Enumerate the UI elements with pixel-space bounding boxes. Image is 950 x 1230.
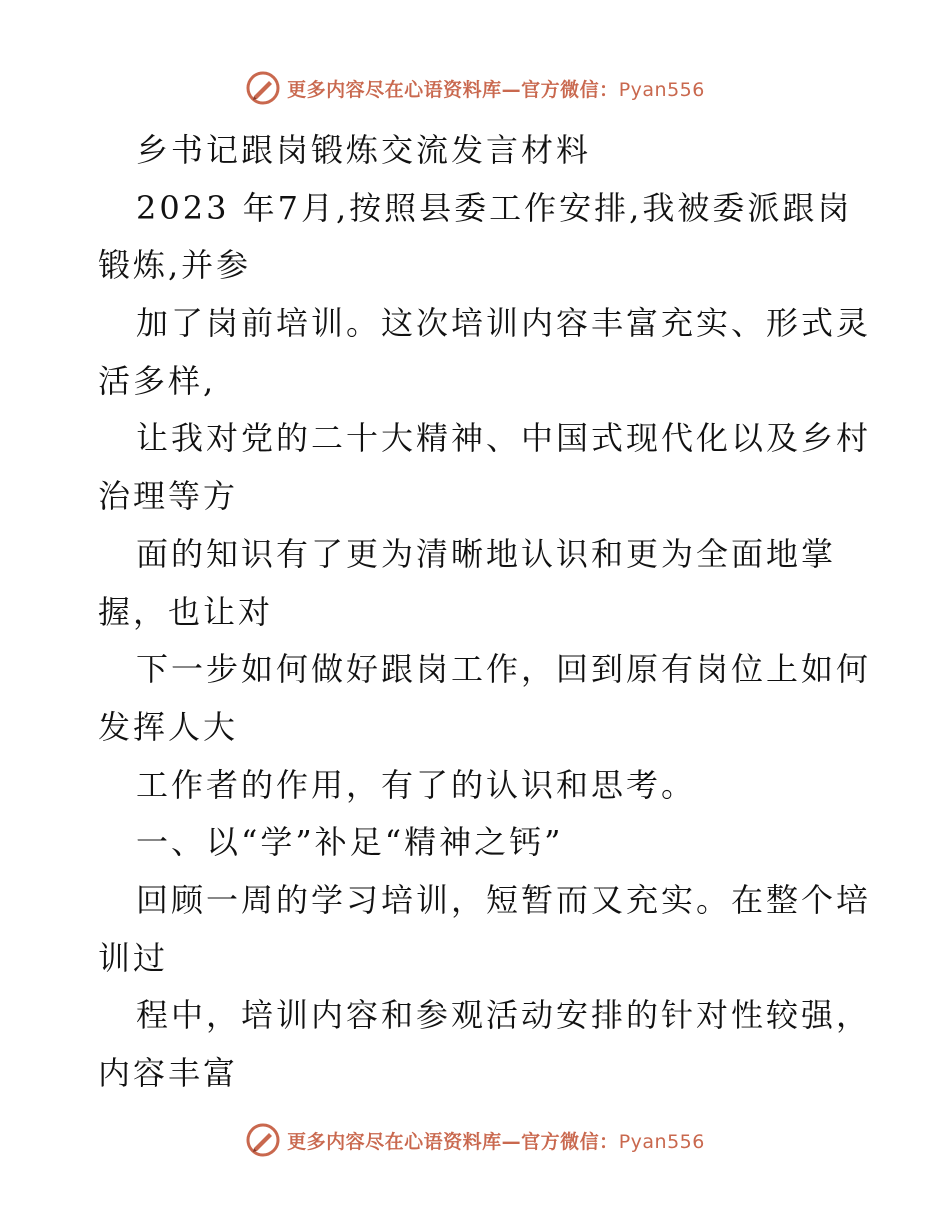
watermark-wechat-label: 官方微信： (521, 78, 619, 101)
watermark-text (287, 1127, 705, 1154)
paragraph-line: 工作者的作用，有了的认识和思考。 (136, 765, 697, 804)
paragraph-line: 2023 年7月,按照县委工作安排,我被委派跟岗 (136, 188, 853, 227)
pen-logo-icon (245, 1122, 281, 1158)
watermark-wechat-label: 官方微信： (521, 1130, 619, 1153)
paragraph-line: 发挥人大 (98, 707, 239, 746)
section-heading: 一、以“学”补足“精神之钙” (136, 823, 564, 862)
paragraph-line: 握，也让对 (98, 592, 274, 631)
watermark-wechat-id: Pyan556 (618, 1130, 705, 1153)
paragraph-line: 回顾一周的学习培训，短暂而又充实。在整个培 (136, 880, 872, 919)
watermark-wechat-id: Pyan556 (618, 78, 705, 101)
paragraph-line: 内容丰富 (98, 1054, 239, 1092)
paragraph-line: 程中，培训内容和参观活动安排的针对性较强， (136, 996, 872, 1035)
header-watermark (0, 70, 950, 106)
paragraph-line: 下一步如何做好跟岗工作，回到原有岗位上如何 (136, 650, 872, 689)
paragraph-line: 锻炼,并参 (98, 246, 252, 285)
watermark-dash: — (501, 1130, 522, 1153)
watermark-brand: 更多内容尽在心语资料库 (287, 78, 502, 101)
document-title: 乡书记跟岗锻炼交流发言材料 (136, 131, 592, 169)
watermark-text (287, 75, 705, 102)
watermark-brand: 更多内容尽在心语资料库 (287, 1130, 502, 1153)
paragraph-line: 活多样, (98, 361, 217, 400)
paragraph-line: 面的知识有了更为清晰地认识和更为全面地掌 (136, 534, 837, 573)
footer-watermark (0, 1122, 950, 1158)
pen-logo-icon (245, 70, 281, 106)
paragraph-line: 训过 (98, 938, 169, 977)
paragraph-line: 让我对党的二十大精神、中国式现代化以及乡村 (136, 419, 872, 458)
paragraph-line: 加了岗前培训。这次培训内容丰富充实、形式灵 (136, 304, 872, 343)
watermark-dash: — (501, 78, 522, 101)
document-body (98, 122, 872, 1103)
paragraph-line: 治理等方 (98, 477, 239, 516)
